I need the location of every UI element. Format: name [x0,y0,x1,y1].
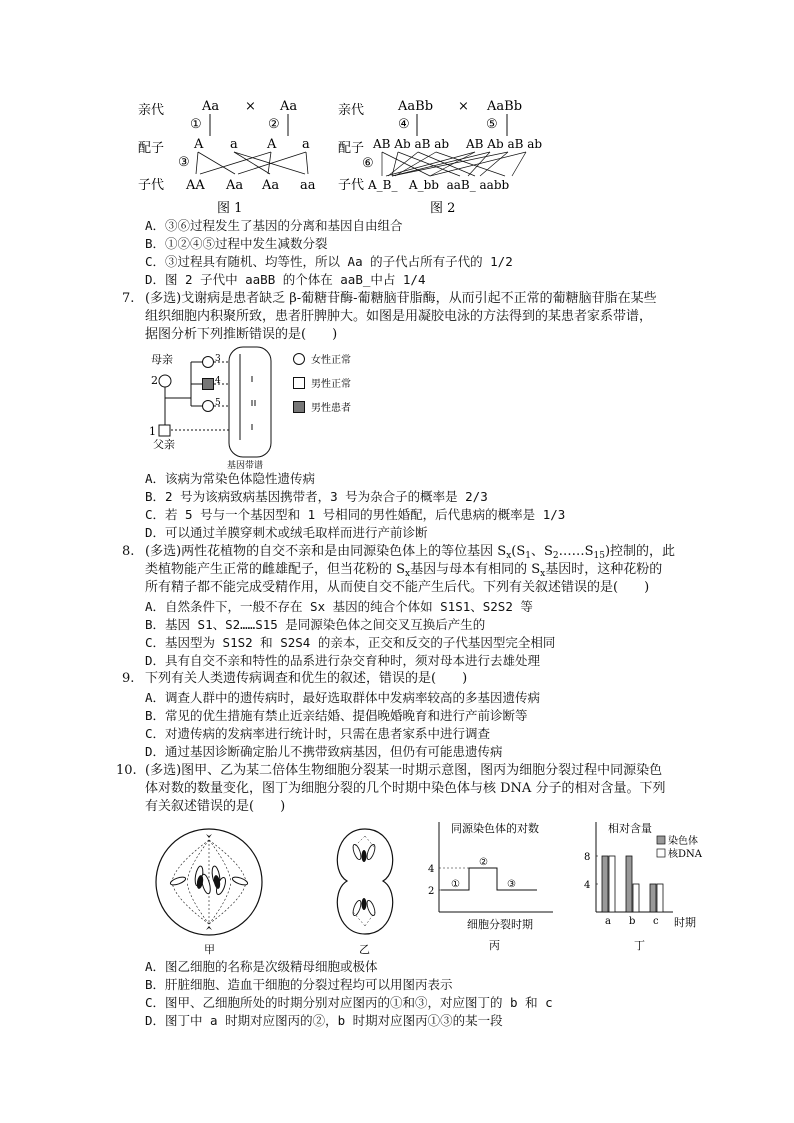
mother-label: 母亲 [151,353,173,366]
father-symbol [159,425,170,436]
gametes-left: AB Ab aB ab [373,137,450,151]
offspring-aa: aa [300,178,316,193]
child-3-symbol [203,357,214,368]
ding-bar-a-dna [609,856,615,912]
cell-diagram-jia [154,826,264,956]
legend-female-normal-icon [294,354,305,365]
chart-ding [578,814,703,952]
figure-1-caption: 图 1 [217,201,243,216]
ding-xtick-c: c [653,916,659,927]
offspring-classes: A_B_ A_bb aaB_ aabb [368,178,510,192]
ding-ytick-0: 4 [584,880,591,891]
q9-stem: 下列有关人类遗传病调查和优生的叙述，错误的是( ) [145,671,468,686]
q7-option-d: D．可以通过羊膜穿刺术或绒毛取样而进行产前诊断 [145,525,428,540]
q10-option-b: B．肝脏细胞、造血干细胞的分裂过程均可以用图丙表示 [145,977,453,992]
q9-option-d: D．通过基因诊断确定胎儿不携带致病基因，但仍有可能患遗传病 [145,744,503,759]
q7-stem-line-2: 组织细胞内积聚所致，患者肝脾肿大。如图是用凝胶电泳的方法得到的某患者家系带谱， [145,309,653,324]
child-3-number: 3 [215,354,221,364]
q6-option-c: C．③过程具有随机、均等性，所以 Aa 的子代占所有子代的 1/2 [145,254,513,269]
gamete-a2: a [302,137,310,152]
legend-male-normal: 男性正常 [311,379,351,390]
label-jia: 甲 [204,943,215,956]
ding-xlabel: 时期 [674,916,696,929]
q8-number: 8. [122,544,135,559]
row-label-gamete: 配子 [138,141,165,156]
bing-ytick-1: 4 [428,864,435,875]
legend-male-normal-icon [294,378,305,389]
row-label-parent: 亲代 [338,103,365,118]
offspring-Aa2: Aa [262,178,280,193]
row-label-gamete: 配子 [338,141,365,156]
genetics-cross-figures [130,92,570,217]
step-4: ④ [398,117,410,132]
bing-stage-3: ③ [507,879,516,890]
label-yi: 乙 [359,943,370,956]
step-2: ② [268,117,280,132]
child-5-symbol [203,401,214,412]
bing-title: 同源染色体的对数 [451,822,539,835]
bing-ytick-0: 2 [428,886,435,897]
q6-option-d: D．图 2 子代中 aaBB 的个体在 aaB_中占 1/4 [145,272,426,287]
q10-option-c: C．图甲、乙细胞所处的时期分别对应图丙的①和③，对应图丁的 b 和 c [145,995,553,1010]
bing-stage-1: ① [451,879,460,890]
ding-bar-c-chromosome [650,884,656,912]
mother-symbol [159,375,171,387]
offspring-AA: AA [186,178,205,193]
ding-bar-b-dna [633,884,639,912]
legend-female-normal: 女性正常 [311,355,351,366]
gel-band-spectrum [229,347,271,457]
q8-stem-line-1: (多选)两性花植物的自交不亲和是由同源染色体上的等位基因 $S_x(S_1$、$S_2\dots\dots S_{15}$)控制的，此 [145,544,676,561]
child-4-number: 4 [215,376,221,386]
father-number: 1 [149,425,156,438]
cross-symbol: × [458,99,469,114]
q10-stem-line-3: 有关叙述错误的是( ) [145,799,286,814]
q10-number: 10. [116,763,137,778]
q10-stem-line-2: 体对数的数量变化，图丁为细胞分裂的几个时期中染色体与核 DNA 分子的相对含量。下列 [145,781,666,796]
figure-1 [138,99,316,216]
ding-xtick-a: a [605,916,611,927]
parent-1: AaBb [398,99,434,114]
q7-stem-line-1: (多选)戈谢病是患者缺乏 β-葡糖苷酶-葡糖脑苷脂酶，从而引起不正常的葡糖脑苷脂在某些 [145,291,657,306]
q6-option-a: A．③⑥过程发生了基因的分离和基因自由组合 [145,218,403,233]
step-6: ⑥ [362,156,374,171]
figure-2-caption: 图 2 [430,201,456,216]
q6-option-b: B．①②④⑤过程中发生减数分裂 [145,236,328,251]
gamete-a1: a [230,137,238,152]
row-label-offspring: 子代 [138,178,165,193]
ding-legend-swatch-dna [657,849,665,857]
ding-xtick-b: b [629,916,636,927]
parent-2: Aa [280,99,298,114]
gametes-right: AB Ab aB ab [466,137,543,151]
legend-male-patient-icon [294,402,305,413]
gamete-A2: A [267,137,277,152]
bing-xlabel: 细胞分裂时期 [467,918,533,931]
child-4-symbol [203,379,214,390]
q8-option-b: B．基因 S1、S2……S15 是同源染色体之间交叉互换后产生的 [145,617,486,632]
q9-option-c: C．对遗传病的发病率进行统计时，只需在患者家系中进行调查 [145,726,491,741]
q9-number: 9. [122,671,135,686]
ding-bar-a-chromosome [602,856,608,912]
q9-option-a: A．调查人群中的遗传病时，最好选取群体中发病率较高的多基因遗传病 [145,690,541,705]
row-label-offspring: 子代 [338,178,365,193]
q8-stem-line-3: 所有精子都不能完成受精作用，从而使自交不能产生后代。下列有关叙述错误的是( ) [145,580,650,595]
cell-diagram-yi [325,826,405,956]
q8-option-d: D．具有自交不亲和特性的品系进行杂交育种时，须对母本进行去雄处理 [145,653,541,668]
q7-stem-line-3: 据图分析下列推断错误的是( ) [145,327,338,342]
offspring-Aa1: Aa [226,178,244,193]
cross-symbol: × [245,99,256,114]
step-5: ⑤ [486,117,498,132]
ding-ytick-1: 8 [584,852,591,863]
mother-number: 2 [151,374,158,387]
ding-bar-c-dna [657,884,663,912]
ding-legend-dna: 核DNA [668,849,702,860]
ding-legend-chromosome: 染色体 [668,836,698,847]
q8-option-c: C．基因型为 S1S2 和 S2S4 的亲本，正交和反交的子代基因型完全相同 [145,635,556,650]
q10-stem-line-1: (多选)图甲、乙为某二倍体生物细胞分裂某一时期示意图，图丙为细胞分裂过程中同源染色 [145,763,663,778]
ding-bar-b-chromosome [626,856,632,912]
bing-stage-2: ② [479,857,488,868]
q7-option-c: C．若 5 号与一个基因型和 1 号相同的男性婚配，后代患病的概率是 1/3 [145,507,566,522]
figure-2 [338,99,542,216]
label-bing: 丙 [489,939,500,952]
q7-number: 7. [122,291,135,306]
gamete-A1: A [194,137,204,152]
ding-title: 相对含量 [608,822,652,835]
row-label-parent: 亲代 [138,103,165,118]
father-label: 父亲 [153,438,175,451]
q8-option-a: A．自然条件下，一般不存在 Sx 基因的纯合个体如 S1S1、S2S2 等 [145,599,533,614]
child-5-number: 5 [215,398,221,408]
q8-stem-line-2: 类植物能产生正常的雌雄配子，但当花粉的 $S_x$基因与母本有相同的 $S_x$基因时，这种花粉的 [145,562,663,579]
step-3: ③ [178,155,190,170]
q9-option-b: B．常见的优生措施有禁止近亲结婚、提倡晚婚晚育和进行产前诊断等 [145,708,528,723]
q10-option-d: D．图丁中 a 时期对应图丙的②，b 时期对应图丙①③的某一段 [145,1013,503,1028]
legend-male-patient: 男性患者 [311,403,351,414]
ding-legend-swatch-chromosome [657,836,665,844]
parent-1: Aa [202,99,220,114]
q7-option-a: A．该病为常染色体隐性遗传病 [145,471,316,486]
chart-bing [425,814,560,952]
step-1: ① [190,117,202,132]
parent-2: AaBb [487,99,523,114]
label-ding: 丁 [634,939,645,952]
q7-pedigree-figure [145,344,380,472]
q7-option-b: B．2 号为该病致病基因携带者，3 号为杂合子的概率是 2/3 [145,489,488,504]
q10-option-a: A．图乙细胞的名称是次级精母细胞或极体 [145,959,378,974]
band-caption: 基因带谱 [227,461,264,471]
